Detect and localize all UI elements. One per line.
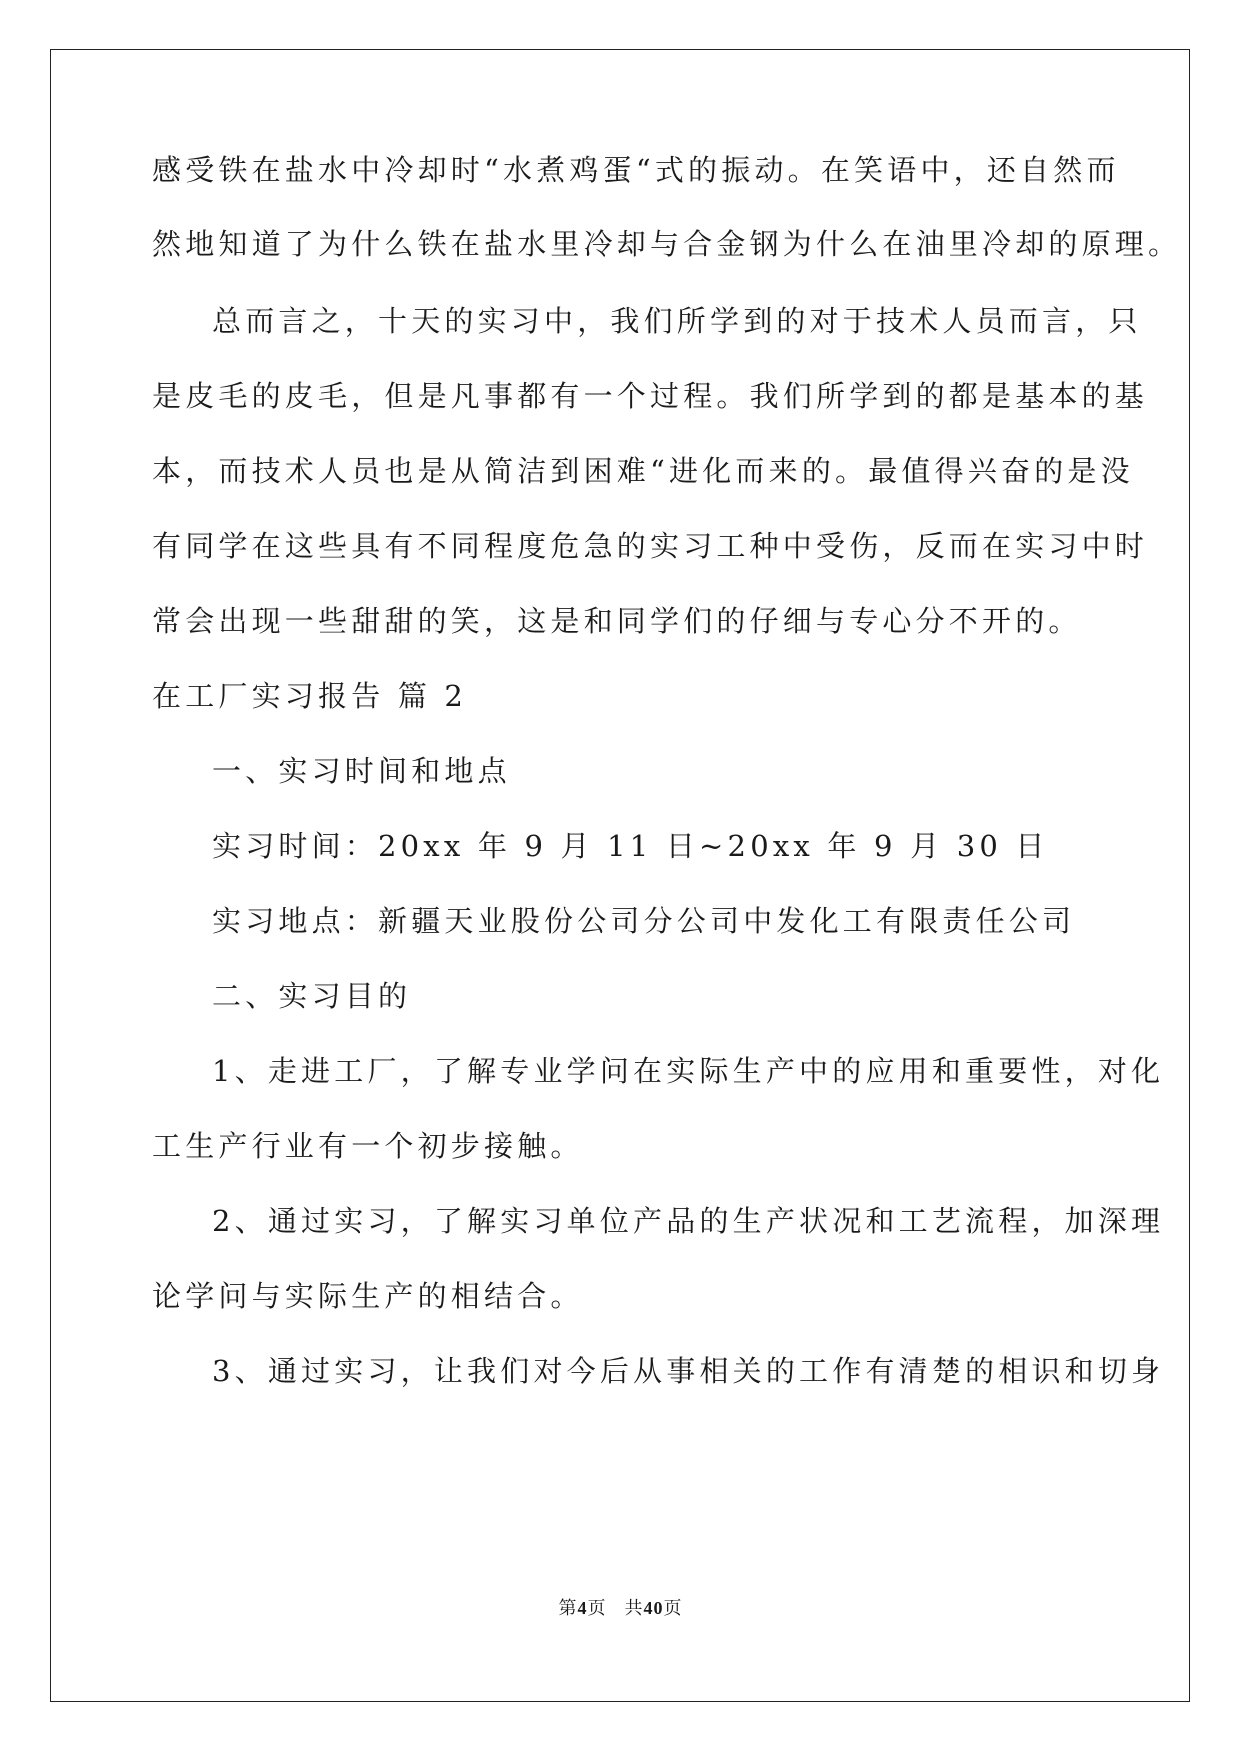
body-text-line: 然地知道了为什么铁在盐水里冷却与合金钢为什么在油里冷却的原理。 — [152, 227, 1182, 261]
body-text-line: 2、通过实习，了解实习单位产品的生产状况和工艺流程，加深理 — [212, 1204, 1165, 1238]
section-heading: 在工厂实习报告 篇 2 — [152, 679, 468, 713]
total-page-number: 40 — [643, 1598, 664, 1618]
body-text-line: 有同学在这些具有不同程度危急的实习工种中受伤，反而在实习中时 — [152, 529, 1149, 563]
body-text-line: 是皮毛的皮毛，但是凡事都有一个过程。我们所学到的都是基本的基 — [152, 379, 1149, 413]
total-prefix: 共 — [624, 1598, 644, 1618]
page-suffix: 页 — [587, 1598, 607, 1618]
page-prefix: 第 — [558, 1598, 578, 1618]
body-text-line: 3、通过实习，让我们对今后从事相关的工作有清楚的相识和切身 — [212, 1354, 1165, 1388]
current-page-number: 4 — [577, 1598, 588, 1618]
subsection-heading: 一、实习时间和地点 — [212, 754, 511, 788]
body-text-line: 感受铁在盐水中冷却时“水煮鸡蛋“式的振动。在笑语中，还自然而 — [152, 153, 1120, 187]
internship-location: 实习地点：新疆天业股份公司分公司中发化工有限责任公司 — [212, 904, 1076, 938]
page-number-footer — [0, 1596, 1241, 1620]
internship-time: 实习时间：20xx 年 9 月 11 日~20xx 年 9 月 30 日 — [212, 829, 1049, 863]
body-text-line: 本，而技术人员也是从简洁到困难“进化而来的。最值得兴奋的是没 — [152, 454, 1134, 488]
subsection-heading: 二、实习目的 — [212, 979, 412, 1013]
body-text-line: 论学问与实际生产的相结合。 — [152, 1279, 584, 1313]
page-border — [50, 49, 1190, 1702]
body-text-line: 总而言之，十天的实习中，我们所学到的对于技术人员而言，只 — [212, 304, 1142, 338]
body-text-line: 常会出现一些甜甜的笑，这是和同学们的仔细与专心分不开的。 — [152, 604, 1082, 638]
total-suffix: 页 — [663, 1598, 683, 1618]
body-text-line: 工生产行业有一个初步接触。 — [152, 1129, 584, 1163]
body-text-line: 1、走进工厂，了解专业学问在实际生产中的应用和重要性，对化 — [212, 1054, 1165, 1088]
